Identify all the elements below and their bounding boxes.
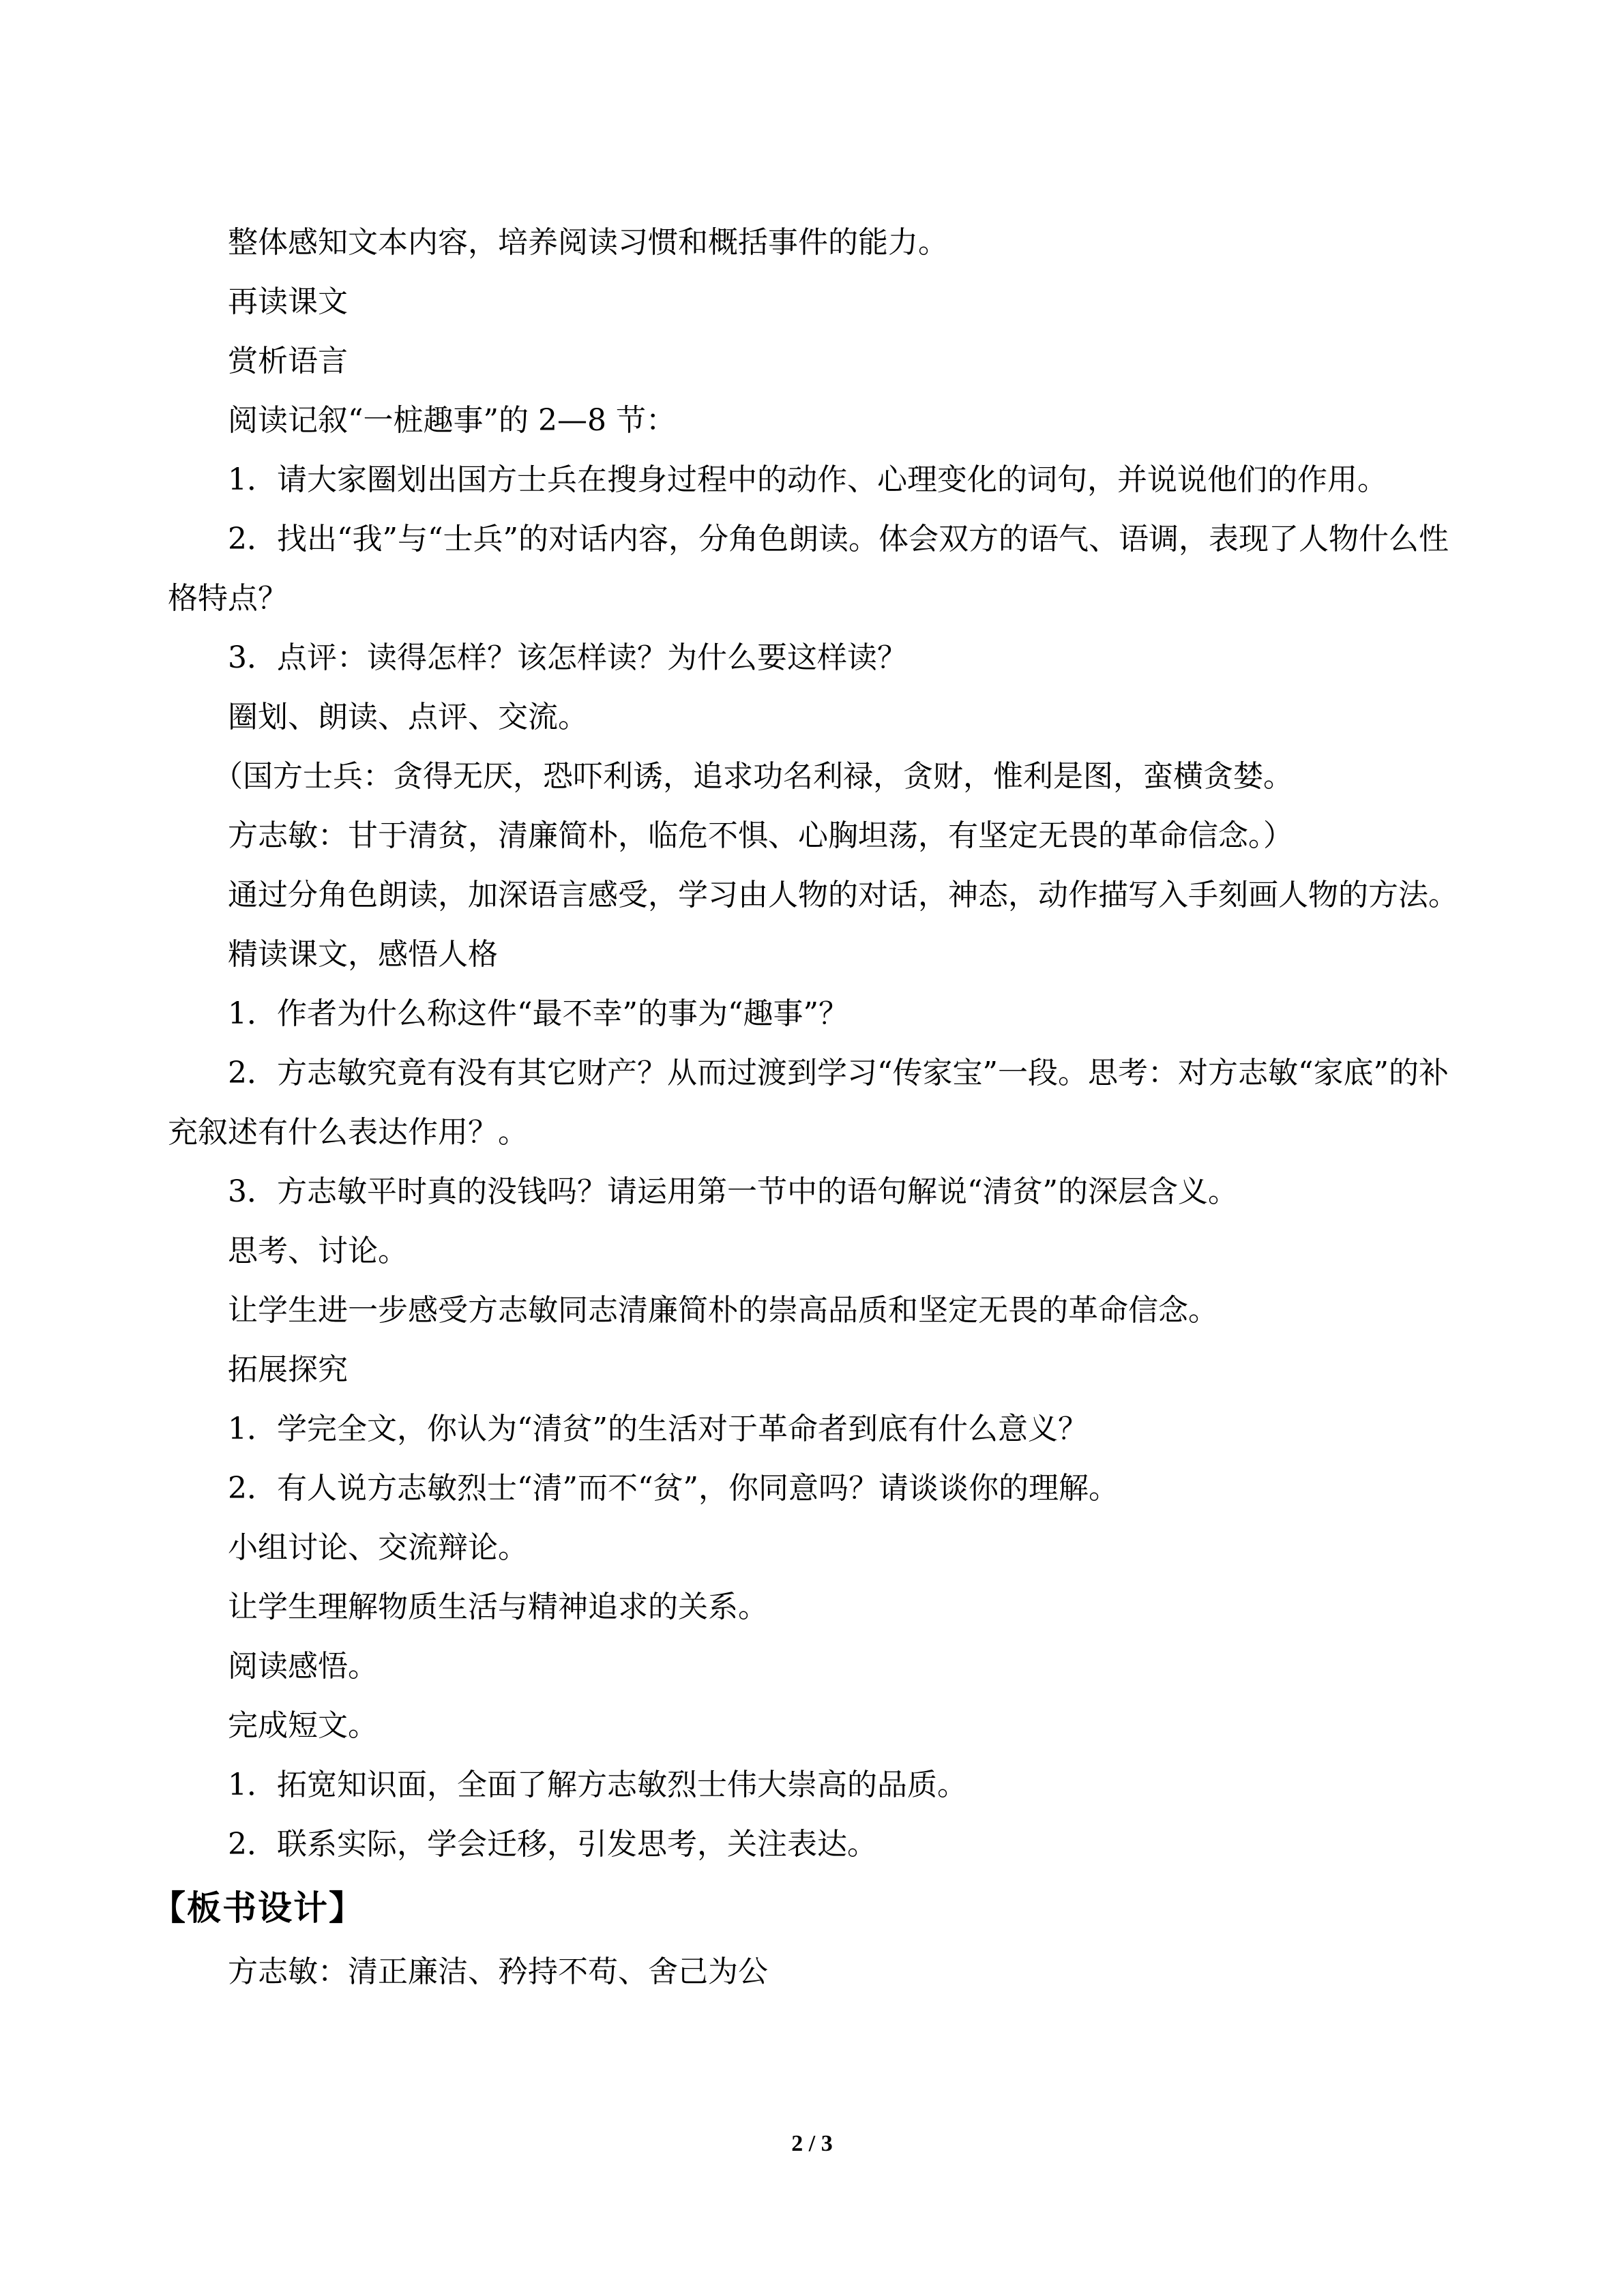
paragraph: 阅读记叙“一桩趣事”的 2—8 节： bbox=[228, 403, 676, 438]
paragraph: 1．请大家圈划出国方士兵在搜身过程中的动作、心理变化的词句，并说说他们的作用。 bbox=[228, 462, 1387, 497]
paragraph: 2．方志敏究竟有没有其它财产？从而过渡到学习“传家宝”一段。思考：对方志敏“家底”的补充叙述有什么表达作用？。 bbox=[168, 1056, 1449, 1150]
paragraph: 赏析语言 bbox=[228, 344, 348, 378]
paragraph: 让学生进一步感受方志敏同志清廉简朴的崇高品质和坚定无畏的革命信念。 bbox=[228, 1293, 1218, 1328]
paragraph: 圈划、朗读、点评、交流。 bbox=[228, 700, 588, 734]
paragraph: 让学生理解物质生活与精神追求的关系。 bbox=[228, 1590, 768, 1624]
page-number: 2 / 3 bbox=[791, 2131, 833, 2156]
document-body bbox=[151, 213, 1464, 2001]
paragraph: 阅读感悟。 bbox=[228, 1649, 378, 1684]
paragraph: （国方士兵：贪得无厌，恐吓利诱，追求功名利禄，贪财，惟利是图，蛮横贪婪。 bbox=[213, 759, 1293, 794]
paragraph: 2．找出“我”与“士兵”的对话内容，分角色朗读。体会双方的语气、语调，表现了人物什么性格特点？ bbox=[168, 522, 1449, 616]
paragraph: 2．联系实际，学会迁移，引发思考，关注表达。 bbox=[228, 1827, 877, 1862]
paragraph: 1．学完全文，你认为“清贫”的生活对于革命者到底有什么意义？ bbox=[228, 1412, 1088, 1446]
paragraph: 思考、讨论。 bbox=[228, 1234, 408, 1268]
paragraph: 2．有人说方志敏烈士“清”而不“贫”，你同意吗？请谈谈你的理解。 bbox=[228, 1471, 1119, 1506]
paragraph: 再读课文 bbox=[228, 284, 348, 319]
paragraph: 方志敏：甘于清贫，清廉简朴，临危不惧、心胸坦荡，有坚定无畏的革命信念。） bbox=[228, 818, 1293, 853]
section-heading: 【板书设计】 bbox=[151, 1888, 364, 1928]
paragraph: 3．方志敏平时真的没钱吗？请运用第一节中的语句解说“清贫”的深层含义。 bbox=[228, 1174, 1238, 1209]
paragraph: 3．点评：读得怎样？该怎样读？为什么要这样读？ bbox=[228, 640, 907, 675]
paragraph: 小组讨论、交流辩论。 bbox=[228, 1530, 528, 1565]
paragraph: 完成短文。 bbox=[228, 1708, 378, 1743]
board-design-line: 方志敏：清正廉洁、矜持不苟、舍己为公 bbox=[228, 1954, 768, 1989]
paragraph: 1．拓宽知识面，全面了解方志敏烈士伟大崇高的品质。 bbox=[228, 1768, 967, 1802]
paragraph: 拓展探究 bbox=[228, 1352, 348, 1387]
paragraph: 1．作者为什么称这件“最不幸”的事为“趣事”？ bbox=[228, 996, 848, 1031]
paragraph: 整体感知文本内容，培养阅读习惯和概括事件的能力。 bbox=[228, 225, 948, 260]
paragraph: 通过分角色朗读，加深语言感受，学习由人物的对话，神态，动作描写入手刻画人物的方法。 bbox=[228, 878, 1458, 912]
paragraph: 精读课文，感悟人格 bbox=[228, 937, 498, 972]
